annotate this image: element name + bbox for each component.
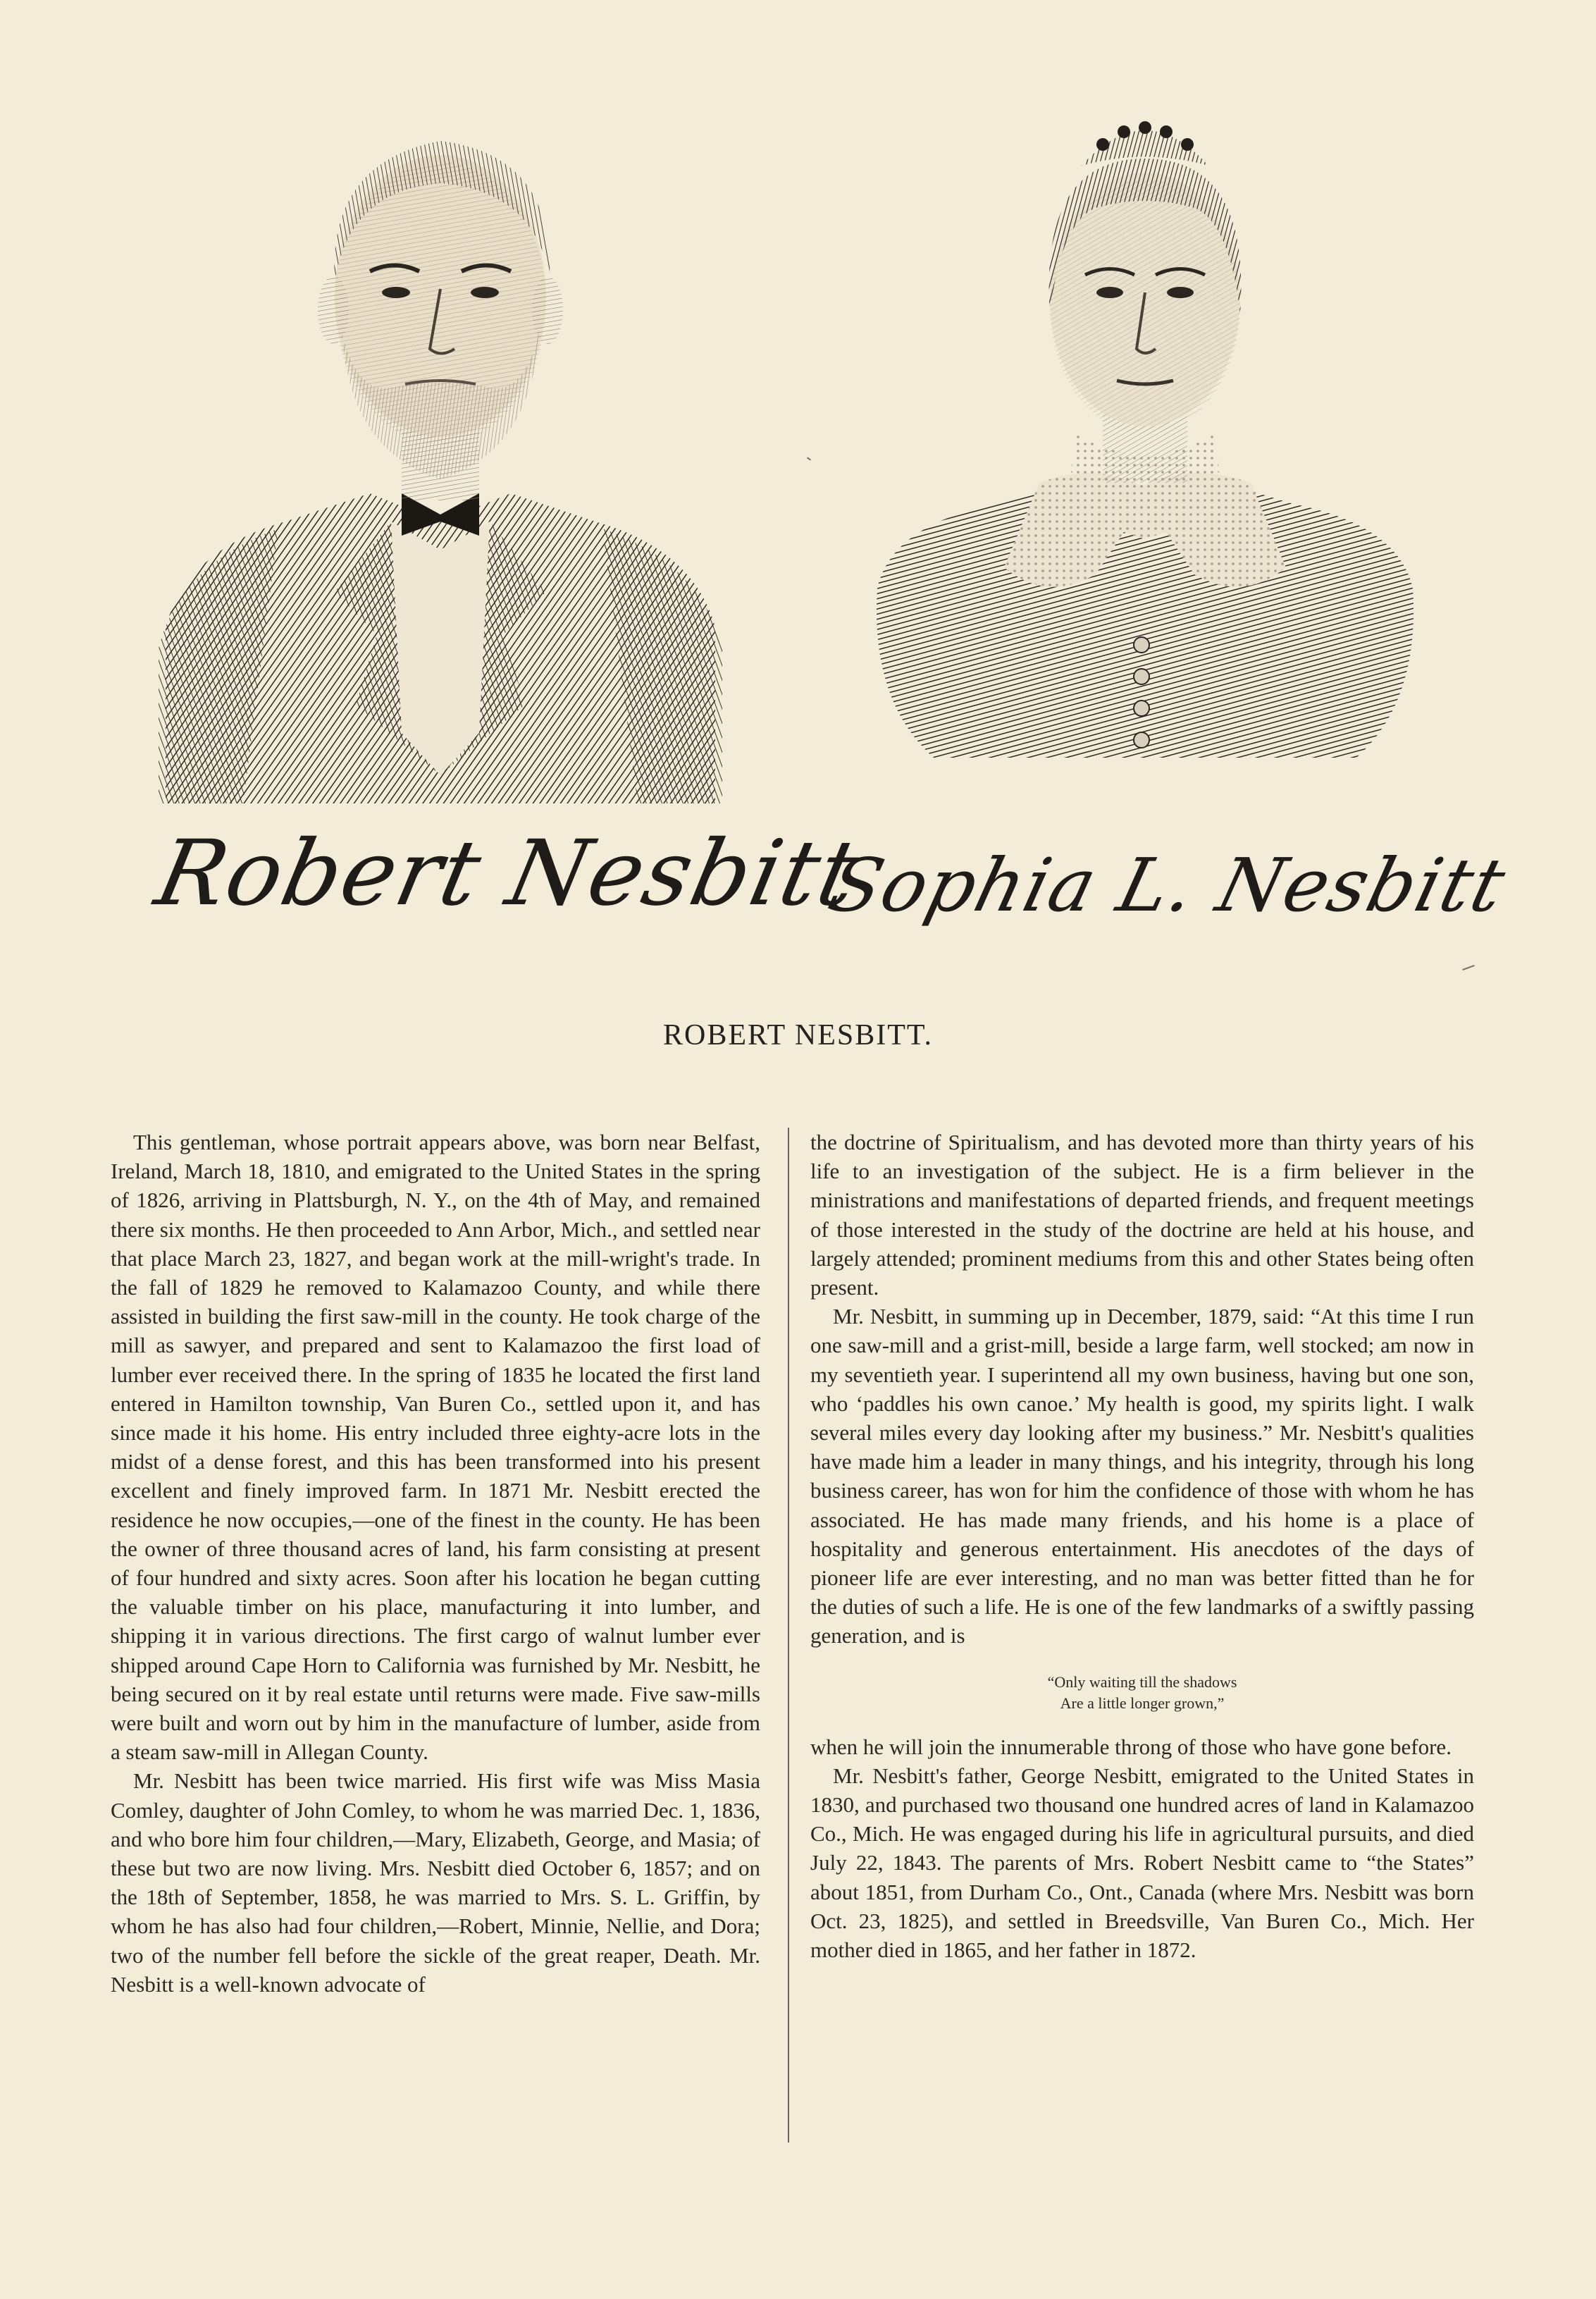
- text-column-right: [810, 1128, 1474, 1964]
- signature-robert-nesbitt: Robert Nesbitt: [147, 821, 869, 926]
- print-speck: [807, 457, 811, 460]
- portrait-sophia-nesbitt: [863, 81, 1427, 793]
- portrait-robert-nesbitt: [159, 99, 722, 803]
- engraving-woman: [863, 81, 1427, 793]
- poem-line: “Only waiting till the shadows: [1047, 1672, 1237, 1691]
- paragraph: when he will join the innumerable throng of those who have gone before.: [810, 1734, 1452, 1759]
- poem-quote: [810, 1672, 1474, 1714]
- print-speck: [1462, 965, 1475, 970]
- poem-line: Are a little longer grown,”: [1060, 1694, 1225, 1712]
- page-title: ROBERT NESBITT.: [663, 1019, 933, 1052]
- text-column-left: [111, 1128, 760, 1999]
- engraving-man: [159, 99, 722, 803]
- signature-sophia-nesbitt: Sophia L. Nesbitt: [820, 842, 1515, 928]
- paragraph: This gentleman, whose portrait appears above, was born near Belfast, Ireland, March 18, 1810, and emigrated to the United States in the spring of 1826, arriving in Plattsburgh, N. Y., on the 4th of May, and remained there six months. He then proceeded to Ann Arbor, Mich., and settled near that place March 23, 1827, and began work at the mill-wright's trade. In the fall of 1829 he removed to Kalamazoo County, and while there assisted in building the first saw-mill in the county. He took charge of the mill as sawyer, and prepared and sent to Kalamazoo the first load of lumber ever received there. In the spring of 1835 he located the first land entered in Hamilton township, Van Buren Co., settled upon it, and has since made it his home. His entry included three eighty-acre lots in the midst of a dense forest, and this has been transformed into his present excellent and finely improved farm. In 1871 Mr. Nesbitt erected the residence he now occupies,—one of the finest in the county. He has been the owner of three thousand acres of land, his farm consisting at present of four hundred and sixty acres. Soon after his location he began cutting the valuable timber on his place, manufacturing it into lumber, and shipping it in various directions. The first cargo of walnut lumber ever shipped around Cape Horn to California was furnished by Mr. Nesbitt, he being secured on it by real estate until returns were made. Five saw-mills were built and worn out by him in the manufacture of lumber, aside from a steam saw-mill in Allegan County.: [111, 1130, 760, 1765]
- column-divider: [788, 1128, 789, 2143]
- paragraph: the doctrine of Spiritualism, and has devoted more than thirty years of his life to an investigation of the subject. He is a firm believer in the ministrations and manifestations of departed friends, and frequent meetings of those interested in the study of the doctrine are held at his house, and largely attended; prominent mediums from this and other States being often present.: [810, 1130, 1474, 1300]
- paragraph: Mr. Nesbitt has been twice married. His first wife was Miss Masia Comley, daughter of John Comley, to whom he was married Dec. 1, 1836, and who bore him four children,—Mary, Elizabeth, George, and Masia; of these but two are now living. Mrs. Nesbitt died October 6, 1857; and on the 18th of September, 1858, he was married to Mrs. S. L. Griffin, by whom he has also had four children,—Robert, Minnie, Nellie, and Dora; two of the number fell before the sickle of the great reaper, Death. Mr. Nesbitt is a well-known advocate of: [111, 1768, 760, 1997]
- paragraph: Mr. Nesbitt, in summing up in December, 1879, said: “At this time I run one saw-mill and a grist-mill, beside a large farm, well stocked; am now in my seventieth year. I superintend all my own business, having but one son, who ‘paddles his own canoe.’ My health is good, my spirits light. I walk several miles every day looking after my business.” Mr. Nesbitt's qualities have made him a leader in many things, and his integrity, through his long business career, has won for him the confidence of those with whom he has associated. He has made many friends, and his home is a place of hospitality and generous entertainment. His anecdotes of the days of pioneer life are ever interesting, and no man was better fitted than he for the duties of such a life. He is one of the few landmarks of a swiftly passing generation, and is: [810, 1304, 1474, 1648]
- paragraph: Mr. Nesbitt's father, George Nesbitt, emigrated to the United States in 1830, and purchased two thousand one hundred acres of land in Kalamazoo Co., Mich. He was engaged during his life in agricultural pursuits, and died July 22, 1843. The parents of Mrs. Robert Nesbitt came to “the States” about 1851, from Durham Co., Ont., Canada (where Mrs. Nesbitt was born Oct. 23, 1825), and settled in Breedsville, Van Buren Co., Mich. Her mother died in 1865, and her father in 1872.: [810, 1763, 1474, 1963]
